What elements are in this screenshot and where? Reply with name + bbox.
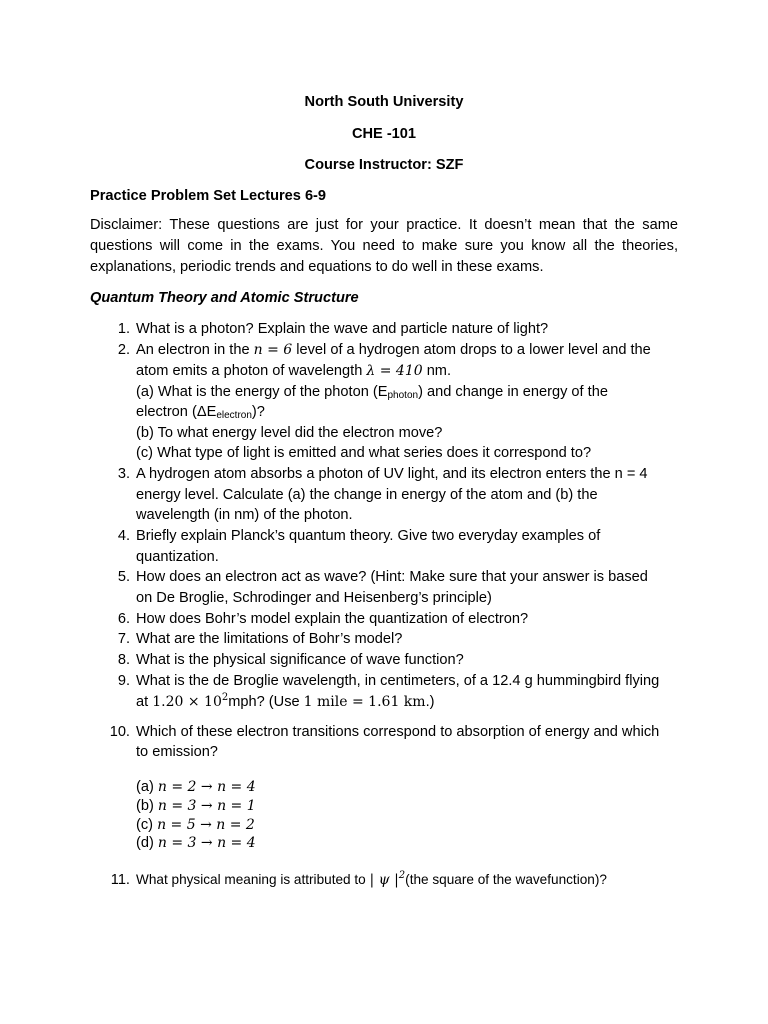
question-line: quantization. — [136, 549, 219, 565]
disclaimer-paragraph: Disclaimer: These questions are just for your practice. It doesn’t mean that the same questions will come in the exams. You need to make sure you know all the theories, explanations, periodic trends and equations to do well in these exams. — [90, 217, 678, 275]
option-a: (a) n = 2 → n = 4 — [136, 779, 256, 795]
question-number: 2. — [117, 342, 130, 358]
question-number: 5. — [117, 569, 130, 585]
question-number: 8. — [117, 652, 130, 668]
problem-set-title: Practice Problem Set Lectures 6-9 — [90, 188, 327, 204]
option-b: (b) n = 3 → n = 1 — [136, 798, 256, 814]
question-part-c: (c) What type of light is emitted and what series does it correspond to? — [136, 445, 592, 461]
math-expression: n = 2 → n = 4 — [157, 779, 256, 795]
question-line: wavelength (in nm) of the photon. — [136, 507, 353, 523]
question-text: What physical meaning is attributed to | ψ $|^2(the$ square of the wavefunction)? — [136, 870, 607, 888]
question-part-b: (b) To what energy level did the electron move? — [136, 425, 443, 441]
option-c: (c) n = 5 → n = 2 — [136, 817, 255, 833]
math-expression: n = 3 → n = 1 — [157, 798, 256, 814]
question-number: 6. — [117, 611, 130, 627]
math-expression: n = 3 → n = 4 — [157, 835, 256, 851]
question-part-a-cont: electron $(\Delta E_{electron})$? — [136, 404, 265, 421]
section-title: Quantum Theory and Atomic Structure — [90, 290, 359, 306]
question-line: atom emits a photon of wavelength λ = 410 nm. — [136, 363, 452, 379]
course-instructor: Course Instructor: SZF — [304, 157, 464, 173]
question-part-a: (a) What is the energy of the photon $(E_{photon})$ and change in energy of the — [136, 384, 608, 401]
math-expression: λ = 410 — [366, 363, 423, 379]
question-line: energy level. Calculate (a) the change in energy of the atom and (b) the — [136, 487, 598, 503]
question-number: 1. — [117, 321, 130, 337]
question-text: How does Bohr’s model explain the quantization of electron? — [136, 611, 529, 627]
question-line: How does an electron act as wave? (Hint: Make sure that your answer is based — [136, 569, 648, 585]
question-text: What are the limitations of Bohr’s model? — [136, 631, 403, 647]
university-name: North South University — [304, 94, 464, 110]
math-expression: $1.20 \times 10^2$ — [152, 692, 229, 710]
question-line: What is the de Broglie wavelength, in centimeters, of a 12.4 g hummingbird flying — [136, 673, 660, 689]
question-number: 11. — [110, 872, 130, 888]
question-number: 10. — [109, 724, 130, 740]
question-line: An electron in the n = 6 level of a hydrogen atom drops to a lower level and the — [136, 342, 651, 358]
math-expression: n = 6 — [253, 342, 293, 358]
question-number: 7. — [117, 631, 130, 647]
question-line: on De Broglie, Schrodinger and Heisenberg’s principle) — [136, 590, 492, 606]
question-text: What is the physical significance of wave function? — [136, 652, 464, 668]
question-number: 4. — [117, 528, 130, 544]
course-code: CHE -101 — [351, 126, 417, 142]
math-expression: 1 mile = 1.61 km — [303, 694, 426, 710]
question-line: at $1.20 \times 10^2mph$? (Use 1 mile = 1.61 km.) — [136, 692, 435, 710]
question-number: 3. — [117, 466, 130, 482]
math-expression: | ψ $|^2$ — [369, 870, 406, 888]
question-line: Which of these electron transitions correspond to absorption of energy and which — [136, 724, 660, 740]
option-d: (d) n = 3 → n = 4 — [136, 835, 256, 851]
question-number: 9. — [117, 673, 130, 689]
question-line: A hydrogen atom absorbs a photon of UV light, and its electron enters the n = 4 — [136, 466, 648, 482]
question-line: to emission? — [136, 744, 218, 760]
question-text: What is a photon? Explain the wave and particle nature of light? — [136, 321, 549, 337]
math-expression: n = 5 → n = 2 — [157, 817, 255, 833]
question-line: Briefly explain Planck’s quantum theory. Give two everyday examples of — [136, 528, 601, 544]
